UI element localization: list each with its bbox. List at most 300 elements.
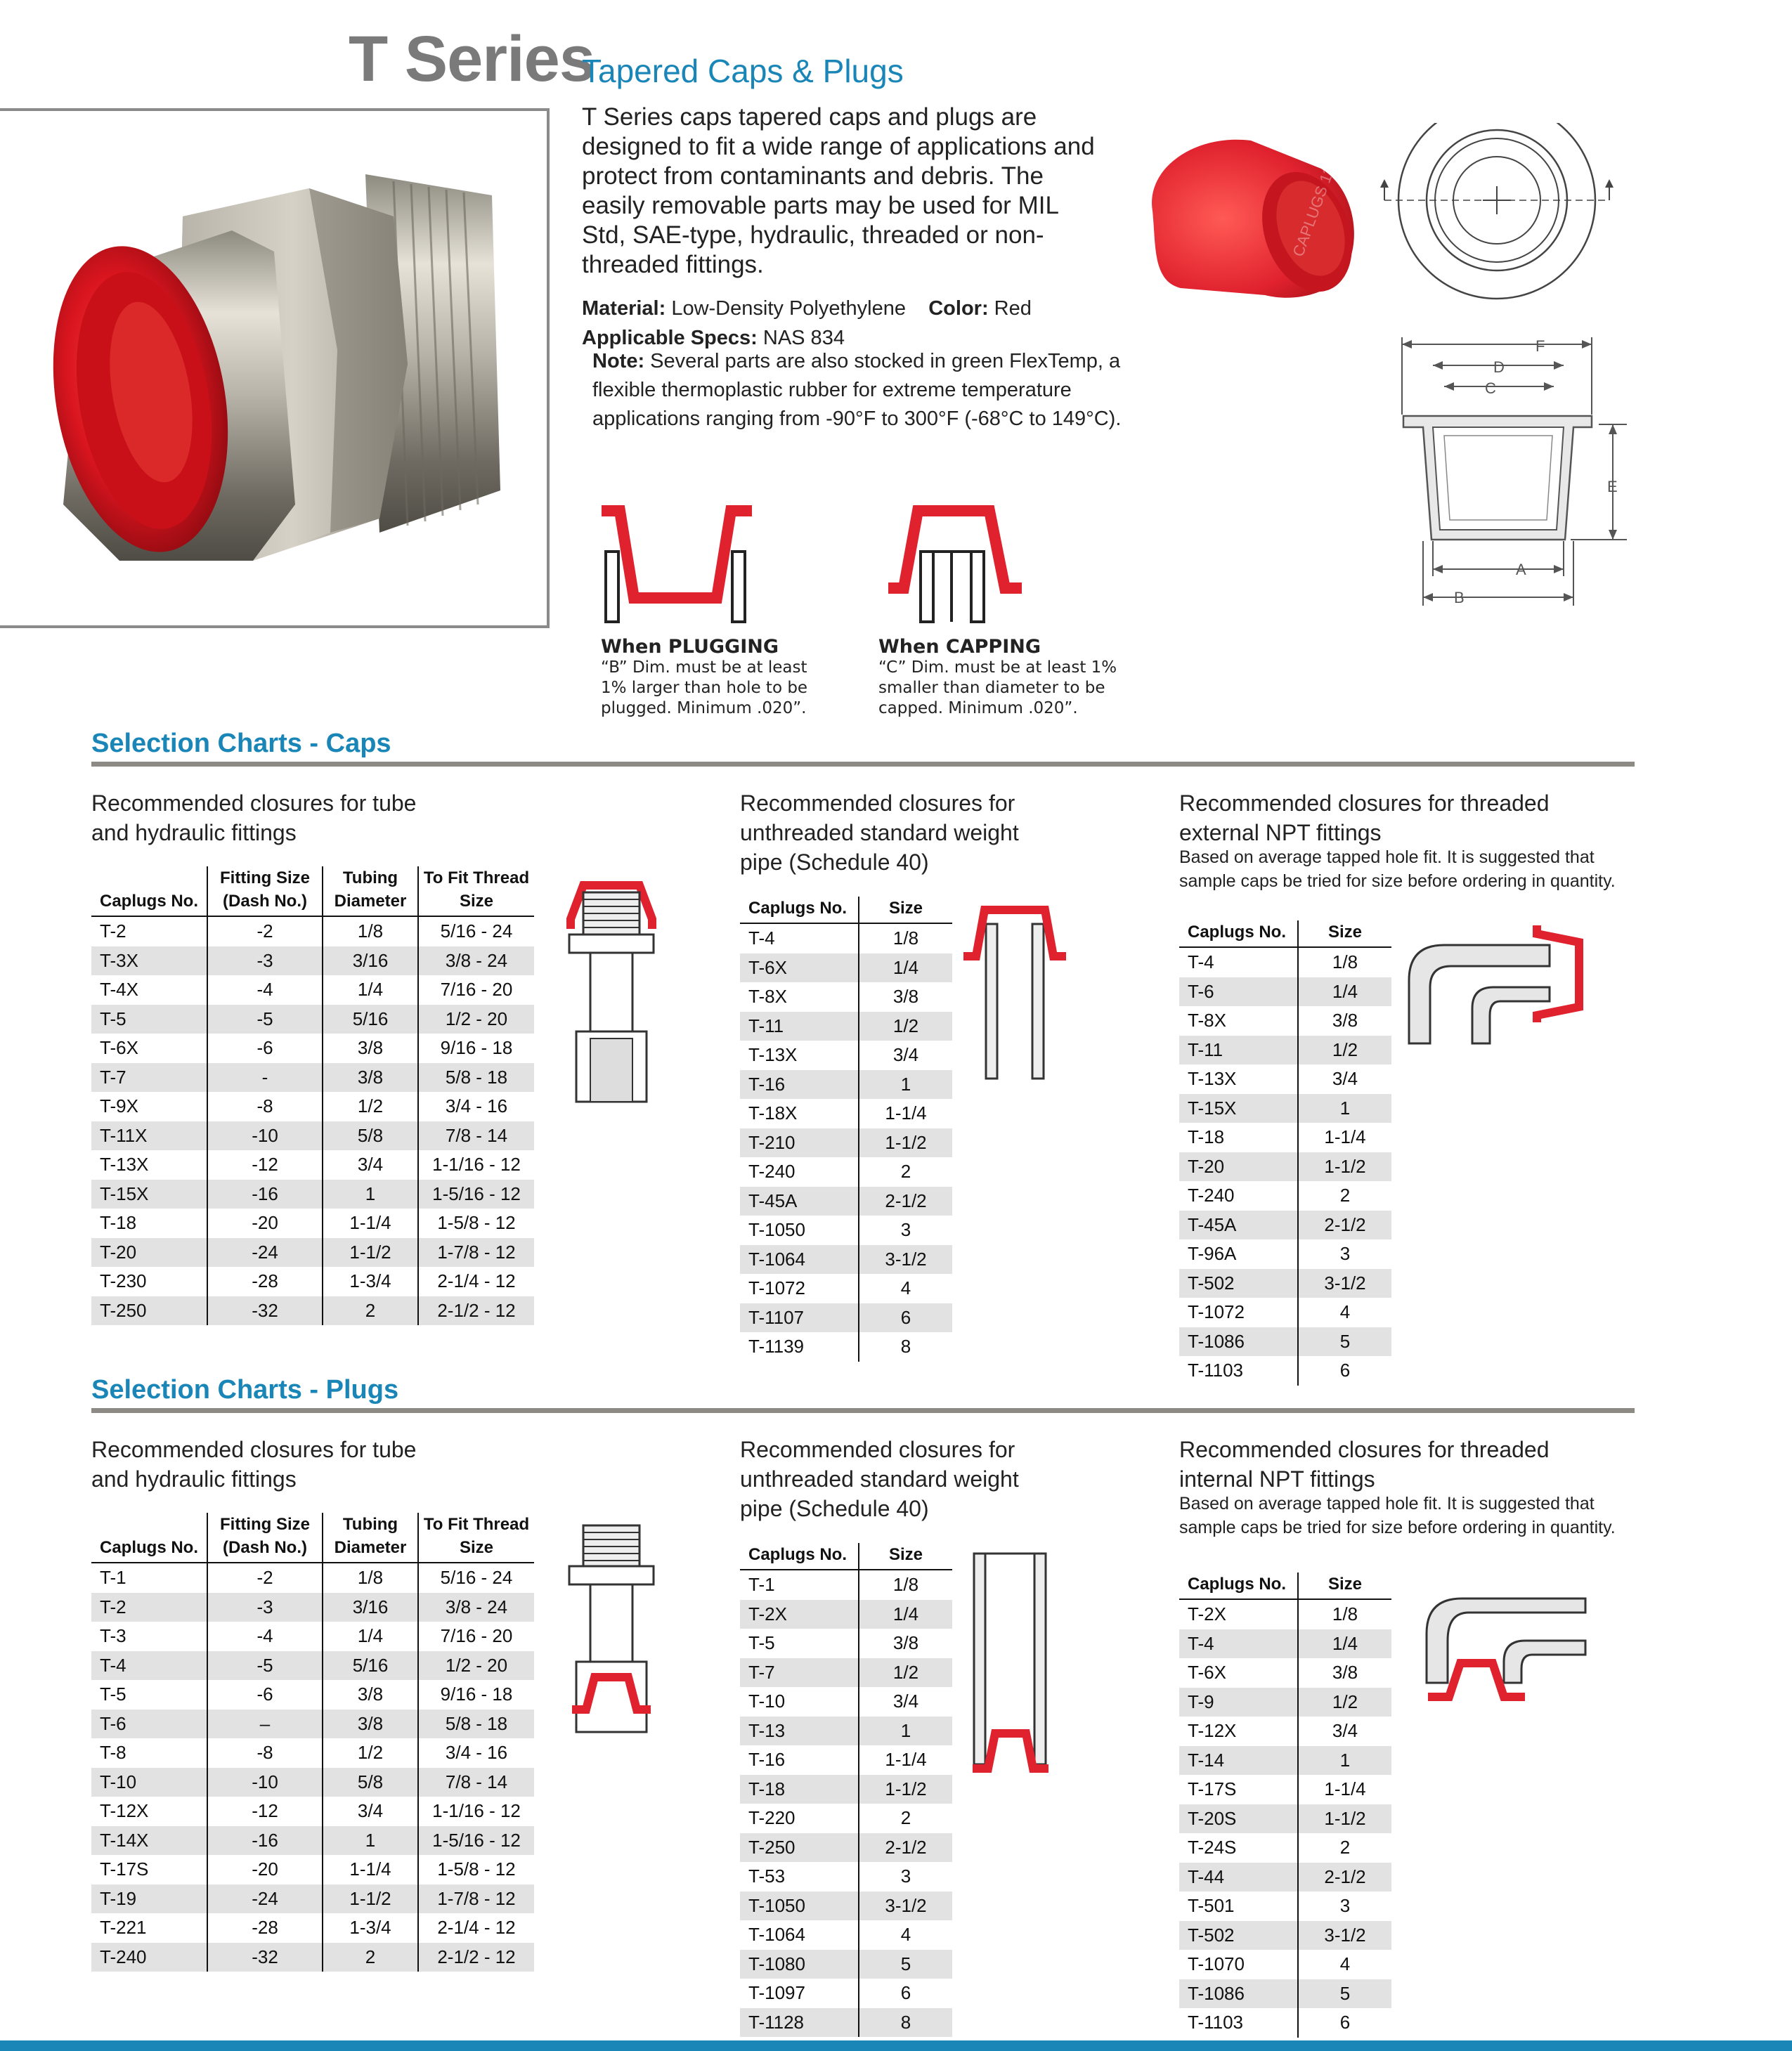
value-cell: 2-1/2 bbox=[1298, 1211, 1391, 1240]
value-cell: 3/8 bbox=[323, 1034, 418, 1063]
value-cell: 3/8 bbox=[1298, 1006, 1391, 1036]
plugs-pipe-diagram bbox=[970, 1549, 1054, 1781]
table-row bbox=[740, 1128, 952, 1158]
caps-pipe-title-line-2: unthreaded standard weight bbox=[740, 820, 1019, 845]
value-cell: 5/16 - 24 bbox=[418, 916, 534, 946]
caplugs-no-cell: T-1 bbox=[100, 1567, 126, 1589]
value-cell: 2 bbox=[859, 1157, 952, 1187]
value-cell: 5/8 - 18 bbox=[418, 1063, 534, 1093]
table-row bbox=[1179, 947, 1391, 977]
dim-d-label: D bbox=[1493, 358, 1505, 376]
table-row bbox=[740, 1570, 952, 1600]
table-row bbox=[740, 1216, 952, 1245]
value-cell: 3/4 bbox=[859, 1041, 952, 1070]
caplugs-no-cell: T-6X bbox=[740, 953, 859, 983]
table-row bbox=[91, 916, 534, 946]
table-row bbox=[1179, 1629, 1391, 1659]
material-label: Material: bbox=[582, 297, 666, 320]
plugs-section-title: Selection Charts - Plugs bbox=[91, 1375, 399, 1405]
caps-tube-table bbox=[91, 866, 534, 1325]
table-row bbox=[740, 1862, 952, 1892]
table-row bbox=[91, 1943, 534, 1972]
caplugs-no-cell: T-96A bbox=[1188, 1243, 1237, 1265]
value-cell: 1 bbox=[859, 1717, 952, 1746]
table-row bbox=[1179, 977, 1391, 1007]
value-cell: 1-1/4 bbox=[323, 1855, 418, 1884]
caplugs-no-cell: T-11X bbox=[91, 1121, 207, 1151]
table-row bbox=[91, 1797, 534, 1826]
value-cell: 1/2 bbox=[323, 1092, 418, 1121]
value-cell: -32 bbox=[207, 1296, 323, 1326]
caplugs-no-cell: T-20S bbox=[1179, 1804, 1298, 1834]
col-size: Size bbox=[1298, 1573, 1391, 1599]
table-row bbox=[91, 1710, 534, 1739]
plugging-caption bbox=[601, 636, 807, 719]
value-cell: 1-1/2 bbox=[1298, 1804, 1391, 1834]
value-cell: 1/2 bbox=[859, 1012, 952, 1041]
value-cell: 1-1/16 - 12 bbox=[418, 1150, 534, 1180]
table-row bbox=[1179, 1599, 1391, 1629]
material-value: Low-Density Polyethylene bbox=[671, 297, 906, 320]
dim-f-label: F bbox=[1535, 337, 1545, 355]
dim-c-label: C bbox=[1485, 379, 1496, 397]
table-row bbox=[91, 1209, 534, 1238]
table-row bbox=[740, 1274, 952, 1303]
caplugs-no-cell: T-9 bbox=[1179, 1688, 1298, 1717]
plugs-pipe-title-line-2: unthreaded standard weight bbox=[740, 1466, 1019, 1492]
value-cell: 1/8 bbox=[1298, 947, 1391, 977]
value-cell: 6 bbox=[1298, 2008, 1391, 2038]
table-row bbox=[740, 923, 952, 953]
value-cell: 5/8 bbox=[323, 1121, 418, 1151]
value-cell: 1-1/2 bbox=[1298, 1152, 1391, 1182]
table-row bbox=[740, 1950, 952, 1979]
table-row bbox=[1179, 1833, 1391, 1863]
value-cell: 4 bbox=[1298, 1950, 1391, 1979]
product-photo-frame bbox=[0, 108, 550, 628]
plugging-text-2: 1% larger than hole to be bbox=[601, 679, 808, 697]
dim-e-label: E bbox=[1607, 478, 1618, 495]
caplugs-no-cell: T-16 bbox=[740, 1070, 859, 1100]
value-cell: 3/8 - 24 bbox=[418, 946, 534, 976]
dim-b-label: B bbox=[1454, 589, 1465, 606]
value-cell: 2-1/2 bbox=[859, 1187, 952, 1216]
table-row bbox=[91, 1296, 534, 1326]
value-cell: -32 bbox=[207, 1943, 323, 1972]
cap-section-dimension-drawing bbox=[1388, 330, 1641, 611]
plugs-npt-note bbox=[1179, 1492, 1616, 1539]
table-row bbox=[740, 982, 952, 1012]
table-row bbox=[1179, 1123, 1391, 1152]
caplugs-no-cell: T-4 bbox=[1188, 951, 1214, 973]
table-row bbox=[1179, 1356, 1391, 1386]
value-cell: 3/4 bbox=[323, 1150, 418, 1180]
caplugs-no-cell: T-12X bbox=[100, 1800, 149, 1822]
caplugs-no-cell: T-6X bbox=[100, 1037, 138, 1059]
table-row bbox=[1179, 1327, 1391, 1357]
caplugs-no-cell: T-4X bbox=[100, 979, 138, 1001]
table-row bbox=[91, 1593, 534, 1622]
table-row bbox=[740, 1833, 952, 1863]
value-cell: 1/8 bbox=[323, 1563, 418, 1593]
value-cell: 1/8 bbox=[859, 1570, 952, 1600]
col-fitting-size: Fitting Size (Dash No.) bbox=[207, 1513, 323, 1563]
value-cell: 2-1/2 bbox=[859, 1833, 952, 1863]
caplugs-no-cell: T-45A bbox=[1179, 1211, 1298, 1240]
plugs-npt-elbow-diagram bbox=[1420, 1584, 1595, 1711]
caps-npt-title-line-1: Recommended closures for threaded bbox=[1179, 790, 1550, 816]
table-row bbox=[1179, 1211, 1391, 1240]
value-cell: 1-7/8 - 12 bbox=[418, 1884, 534, 1914]
caps-tube-title bbox=[91, 788, 416, 847]
specs-value: NAS 834 bbox=[762, 327, 845, 349]
caplugs-no-cell: T-2X bbox=[740, 1600, 859, 1629]
table-row bbox=[740, 1041, 952, 1070]
caps-npt-title bbox=[1179, 788, 1550, 847]
col-size: Size bbox=[1298, 920, 1391, 947]
value-cell: -6 bbox=[207, 1034, 323, 1063]
table-row bbox=[740, 1717, 952, 1746]
flextemp-note bbox=[592, 347, 1127, 434]
value-cell: 3/4 bbox=[1298, 1717, 1391, 1746]
value-cell: -3 bbox=[207, 946, 323, 976]
caps-npt-note-line-2: sample caps be tried for size before ordering in quantity. bbox=[1179, 871, 1616, 891]
value-cell: 2-1/2 - 12 bbox=[418, 1296, 534, 1326]
caplugs-no-cell: T-10 bbox=[748, 1691, 786, 1712]
table-row bbox=[740, 1187, 952, 1216]
plugs-pipe-title-line-1: Recommended closures for bbox=[740, 1437, 1015, 1462]
dim-a-label: A bbox=[1516, 561, 1526, 578]
value-cell: 1-1/4 bbox=[1298, 1123, 1391, 1152]
plugging-text-3: plugged. Minimum .020”. bbox=[601, 699, 807, 717]
caplugs-no-cell: T-1139 bbox=[748, 1336, 805, 1357]
capping-title: When CAPPING bbox=[878, 636, 1041, 658]
table-row bbox=[1179, 1298, 1391, 1327]
table-row bbox=[1179, 1658, 1391, 1688]
caplugs-no-cell: T-11 bbox=[740, 1012, 859, 1041]
value-cell: 1-1/16 - 12 bbox=[418, 1797, 534, 1826]
caps-tube-title-line-2: and hydraulic fittings bbox=[91, 820, 297, 845]
table-row bbox=[91, 1768, 534, 1797]
value-cell: -6 bbox=[207, 1680, 323, 1710]
value-cell: -4 bbox=[207, 975, 323, 1005]
page-subtitle: Tapered Caps & Plugs bbox=[582, 53, 904, 89]
caplugs-no-cell: T-13X bbox=[748, 1044, 798, 1066]
table-row bbox=[91, 1884, 534, 1914]
table-row bbox=[1179, 1152, 1391, 1182]
value-cell: 3/4 - 16 bbox=[418, 1092, 534, 1121]
value-cell: 3/8 - 24 bbox=[418, 1593, 534, 1622]
value-cell: 2 bbox=[1298, 1181, 1391, 1211]
value-cell: 3-1/2 bbox=[1298, 1921, 1391, 1951]
caplugs-no-cell: T-18 bbox=[740, 1775, 859, 1804]
value-cell: 4 bbox=[859, 1274, 952, 1303]
table-row bbox=[1179, 1804, 1391, 1834]
value-cell: 2 bbox=[1298, 1833, 1391, 1863]
table-row bbox=[740, 953, 952, 983]
page-title: T Series bbox=[349, 23, 595, 95]
value-cell: 1-7/8 - 12 bbox=[418, 1238, 534, 1268]
plugs-npt-note-line-2: sample caps be tried for size before ordering in quantity. bbox=[1179, 1518, 1616, 1537]
caplugs-no-cell: T-13X bbox=[100, 1154, 149, 1176]
value-cell: 1/2 bbox=[1298, 1036, 1391, 1065]
table-row bbox=[740, 1658, 952, 1688]
value-cell: -10 bbox=[207, 1768, 323, 1797]
caplugs-no-cell: T-502 bbox=[1179, 1921, 1298, 1951]
value-cell: 2-1/4 - 12 bbox=[418, 1267, 534, 1296]
caplugs-no-cell: T-1128 bbox=[740, 2008, 859, 2038]
caplugs-no-cell: T-11 bbox=[1179, 1036, 1298, 1065]
intro-text: T Series caps tapered caps and plugs are designed to fit a wide range of applications and protect from contaminants and debris. The easily removable parts may be used for MIL Std, SAE-type, hydraulic, threaded or non-threaded fittings. bbox=[582, 103, 1095, 278]
table-row bbox=[740, 1157, 952, 1187]
caplugs-no-cell: T-210 bbox=[740, 1128, 859, 1158]
capping-text-1: “C” Dim. must be at least 1% bbox=[878, 658, 1117, 677]
value-cell: 1-1/4 bbox=[1298, 1775, 1391, 1804]
caplugs-no-cell: T-1072 bbox=[748, 1277, 805, 1299]
table-row bbox=[740, 1920, 952, 1950]
caplugs-no-cell: T-1103 bbox=[1188, 2012, 1244, 2033]
table-row bbox=[91, 1063, 534, 1093]
caplugs-no-cell: T-1080 bbox=[740, 1950, 859, 1979]
table-row bbox=[91, 1267, 534, 1296]
value-cell: 1-5/8 - 12 bbox=[418, 1855, 534, 1884]
caplugs-no-cell: T-10 bbox=[91, 1768, 207, 1797]
red-cap-image bbox=[1131, 126, 1363, 316]
table-row bbox=[91, 1034, 534, 1063]
plugs-npt-title-line-2: internal NPT fittings bbox=[1179, 1466, 1375, 1492]
value-cell: 1-5/16 - 12 bbox=[418, 1180, 534, 1209]
value-cell: 1/8 bbox=[323, 916, 418, 946]
col-tubing-diameter: Tubing Diameter bbox=[323, 866, 418, 916]
table-row bbox=[91, 1826, 534, 1856]
footer-bar bbox=[0, 2040, 1792, 2051]
table-row bbox=[1179, 1064, 1391, 1094]
caps-section-rule bbox=[91, 762, 1635, 767]
table-row bbox=[91, 946, 534, 976]
table-row bbox=[91, 1005, 534, 1034]
table-row bbox=[1179, 1239, 1391, 1269]
table-row bbox=[740, 1804, 952, 1833]
table-row bbox=[1179, 1006, 1391, 1036]
caplugs-no-cell: T-44 bbox=[1179, 1863, 1298, 1892]
caplugs-no-cell: T-1086 bbox=[1179, 1979, 1298, 2009]
table-row bbox=[91, 1150, 534, 1180]
caplugs-no-cell: T-13X bbox=[1188, 1068, 1237, 1090]
value-cell: -10 bbox=[207, 1121, 323, 1151]
col-caplugs-no: Caplugs No. bbox=[1179, 1573, 1298, 1599]
value-cell: 3/4 bbox=[859, 1687, 952, 1717]
value-cell: -12 bbox=[207, 1797, 323, 1826]
plugs-pipe-title-line-3: pipe (Schedule 40) bbox=[740, 1496, 929, 1521]
capping-caption bbox=[878, 636, 1117, 719]
table-row bbox=[91, 1913, 534, 1943]
value-cell: 1/2 - 20 bbox=[418, 1651, 534, 1681]
value-cell: 9/16 - 18 bbox=[418, 1034, 534, 1063]
value-cell: 1/4 bbox=[859, 1600, 952, 1629]
table-row bbox=[740, 1600, 952, 1629]
value-cell: 1/2 bbox=[859, 1658, 952, 1688]
caps-npt-note bbox=[1179, 845, 1616, 893]
caplugs-no-cell: T-7 bbox=[91, 1063, 207, 1093]
table-row bbox=[1179, 1863, 1391, 1892]
caplugs-no-cell: T-53 bbox=[748, 1866, 786, 1887]
caplugs-no-cell: T-1050 bbox=[740, 1892, 859, 1921]
table-row bbox=[91, 1092, 534, 1121]
value-cell: 3/8 bbox=[323, 1710, 418, 1739]
value-cell: 2 bbox=[323, 1943, 418, 1972]
caps-pipe-title bbox=[740, 788, 1019, 877]
value-cell: 5 bbox=[859, 1950, 952, 1979]
caplugs-no-cell: T-5 bbox=[100, 1684, 126, 1705]
caps-pipe-diagram bbox=[959, 903, 1072, 1086]
value-cell: 1-1/2 bbox=[859, 1775, 952, 1804]
value-cell: 1/4 bbox=[323, 975, 418, 1005]
plugs-pipe-title bbox=[740, 1435, 1019, 1523]
caplugs-no-cell: T-18 bbox=[1188, 1126, 1225, 1148]
plugs-tube-table bbox=[91, 1513, 534, 1972]
table-row bbox=[1179, 1775, 1391, 1804]
table-row bbox=[740, 1303, 952, 1333]
caplugs-no-cell: T-12X bbox=[1188, 1720, 1237, 1742]
value-cell: 1/2 bbox=[1298, 1688, 1391, 1717]
plugs-tube-fitting-diagram bbox=[562, 1521, 661, 1739]
plugs-tube-title-line-2: and hydraulic fittings bbox=[91, 1466, 297, 1492]
caplugs-no-cell: T-2 bbox=[91, 1593, 207, 1622]
table-row bbox=[91, 1738, 534, 1768]
value-cell: -20 bbox=[207, 1855, 323, 1884]
value-cell: 3/4 - 16 bbox=[418, 1738, 534, 1768]
table-row bbox=[740, 1332, 952, 1362]
col-size: Size bbox=[859, 897, 952, 923]
table-row bbox=[1179, 1688, 1391, 1717]
caplugs-no-cell: T-8 bbox=[100, 1742, 126, 1764]
caplugs-no-cell: T-6 bbox=[1179, 977, 1298, 1007]
caplugs-no-cell: T-3 bbox=[100, 1625, 126, 1647]
plugs-pipe-table bbox=[740, 1543, 952, 2037]
value-cell: -28 bbox=[207, 1913, 323, 1943]
value-cell: 5/8 - 18 bbox=[418, 1710, 534, 1739]
plugs-tube-title bbox=[91, 1435, 416, 1494]
note-label: Note: bbox=[592, 350, 645, 372]
value-cell: 6 bbox=[859, 1979, 952, 2008]
table-row bbox=[740, 2008, 952, 2038]
value-cell: 3 bbox=[1298, 1239, 1391, 1269]
value-cell: 8 bbox=[859, 2008, 952, 2038]
col-caplugs-no: Caplugs No. bbox=[740, 897, 859, 923]
table-row bbox=[1179, 1717, 1391, 1746]
value-cell: 1-3/4 bbox=[323, 1913, 418, 1943]
intro-paragraph bbox=[582, 103, 1116, 353]
caplugs-no-cell: T-3X bbox=[91, 946, 207, 976]
caplugs-no-cell: T-17S bbox=[100, 1858, 149, 1880]
table-row bbox=[1179, 1921, 1391, 1951]
caplugs-no-cell: T-18X bbox=[748, 1102, 798, 1124]
plugs-npt-note-line-1: Based on average tapped hole fit. It is suggested that bbox=[1179, 1494, 1595, 1513]
caps-pipe-table bbox=[740, 897, 952, 1362]
caplugs-no-cell: T-1072 bbox=[1188, 1301, 1245, 1323]
table-row bbox=[740, 1099, 952, 1128]
caplugs-no-cell: T-1 bbox=[748, 1574, 775, 1596]
caplugs-no-cell: T-240 bbox=[1188, 1185, 1235, 1206]
value-cell: 4 bbox=[859, 1920, 952, 1950]
capping-text-2: smaller than diameter to be bbox=[878, 679, 1105, 697]
value-cell: 1/4 bbox=[859, 953, 952, 983]
col-size: Size bbox=[859, 1543, 952, 1570]
table-row bbox=[1179, 1094, 1391, 1124]
value-cell: 7/16 - 20 bbox=[418, 975, 534, 1005]
cap-top-view-drawing bbox=[1377, 123, 1616, 348]
caplugs-no-cell: T-17S bbox=[1188, 1778, 1237, 1800]
value-cell: 1 bbox=[859, 1070, 952, 1100]
caps-npt-note-line-1: Based on average tapped hole fit. It is suggested that bbox=[1179, 847, 1595, 867]
caplugs-no-cell: T-4 bbox=[748, 927, 775, 949]
value-cell: 2-1/4 - 12 bbox=[418, 1913, 534, 1943]
plugs-npt-title bbox=[1179, 1435, 1550, 1494]
value-cell: -16 bbox=[207, 1826, 323, 1856]
value-cell: -24 bbox=[207, 1884, 323, 1914]
value-cell: 9/16 - 18 bbox=[418, 1680, 534, 1710]
caps-pipe-title-line-3: pipe (Schedule 40) bbox=[740, 849, 929, 875]
caplugs-no-cell: T-8X bbox=[748, 986, 787, 1008]
value-cell: 3 bbox=[859, 1216, 952, 1245]
value-cell: 3/16 bbox=[323, 1593, 418, 1622]
caplugs-no-cell: T-4 bbox=[1179, 1629, 1298, 1659]
value-cell: 1/8 bbox=[859, 923, 952, 953]
col-thread-size: To Fit Thread Size bbox=[418, 866, 534, 916]
table-row bbox=[740, 1892, 952, 1921]
caplugs-no-cell: T-14X bbox=[91, 1826, 207, 1856]
table-row bbox=[740, 1775, 952, 1804]
caplugs-no-cell: T-250 bbox=[740, 1833, 859, 1863]
value-cell: 7/8 - 14 bbox=[418, 1768, 534, 1797]
value-cell: -2 bbox=[207, 1563, 323, 1593]
plugging-text-1: “B” Dim. must be at least bbox=[601, 658, 807, 677]
value-cell: 5/16 bbox=[323, 1005, 418, 1034]
fitting-with-cap-image bbox=[0, 111, 547, 625]
value-cell: -16 bbox=[207, 1180, 323, 1209]
caplugs-no-cell: T-250 bbox=[91, 1296, 207, 1326]
value-cell: 5/16 - 24 bbox=[418, 1563, 534, 1593]
col-fitting-size: Fitting Size (Dash No.) bbox=[207, 866, 323, 916]
cap-embossed-text: CAPLUGS 11-X bbox=[1289, 150, 1344, 259]
value-cell: 1/4 bbox=[1298, 977, 1391, 1007]
value-cell: 3/8 bbox=[859, 982, 952, 1012]
value-cell: 3/8 bbox=[323, 1063, 418, 1093]
value-cell: 2 bbox=[323, 1296, 418, 1326]
table-row bbox=[740, 1070, 952, 1100]
value-cell: 4 bbox=[1298, 1298, 1391, 1327]
value-cell: 1-1/4 bbox=[323, 1209, 418, 1238]
table-row bbox=[1179, 1181, 1391, 1211]
value-cell: 1/4 bbox=[323, 1622, 418, 1651]
value-cell: -8 bbox=[207, 1092, 323, 1121]
value-cell: 1-5/16 - 12 bbox=[418, 1826, 534, 1856]
caplugs-no-cell: T-6X bbox=[1188, 1662, 1226, 1684]
value-cell: -8 bbox=[207, 1738, 323, 1768]
col-tubing-diameter: Tubing Diameter bbox=[323, 1513, 418, 1563]
caps-tube-fitting-diagram bbox=[562, 877, 661, 1109]
value-cell: -4 bbox=[207, 1622, 323, 1651]
table-row bbox=[1179, 1892, 1391, 1921]
caplugs-no-cell: T-1070 bbox=[1188, 1953, 1245, 1975]
value-cell: 5/8 bbox=[323, 1768, 418, 1797]
table-row bbox=[1179, 1269, 1391, 1298]
caps-pipe-title-line-1: Recommended closures for bbox=[740, 790, 1015, 816]
value-cell: -12 bbox=[207, 1150, 323, 1180]
table-row bbox=[740, 1629, 952, 1658]
table-row bbox=[91, 1238, 534, 1268]
value-cell: 1-1/4 bbox=[859, 1099, 952, 1128]
